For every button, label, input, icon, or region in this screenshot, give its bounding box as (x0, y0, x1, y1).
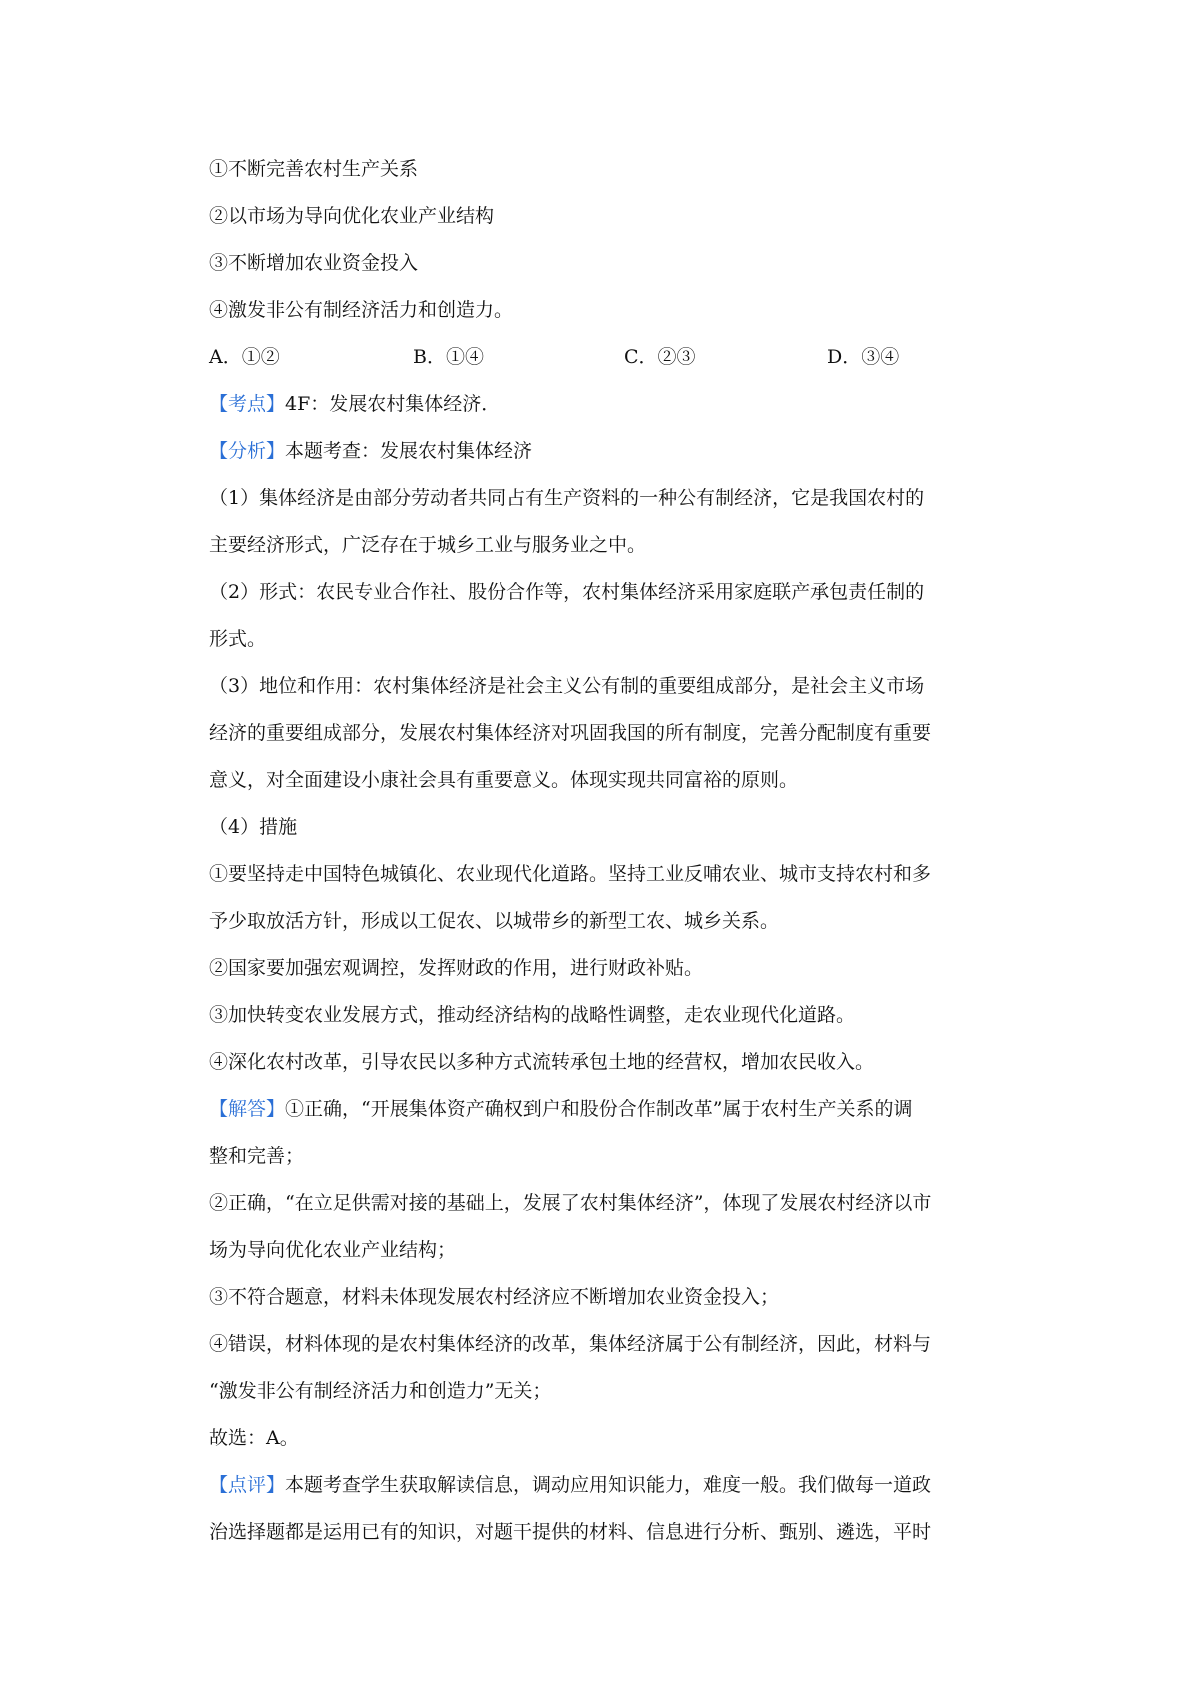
jieda-line-7: 故选：A。 (209, 1427, 299, 1449)
fenxi-text: 本题考查：发展农村集体经济 (285, 440, 533, 462)
option-statement-1: ①不断完善农村生产关系 (209, 158, 419, 180)
jieda-line-3: 场为导向优化农业产业结构； (209, 1239, 457, 1261)
dianping-text: 本题考查学生获取解读信息，调动应用知识能力，难度一般。我们做每一道政 (285, 1474, 932, 1496)
fenxi-line-7: 意义，对全面建设小康社会具有重要意义。体现实现共同富裕的原则。 (209, 769, 799, 791)
fenxi-line-12: ③加快转变农业发展方式，推动经济结构的战略性调整，走农业现代化道路。 (209, 1004, 856, 1026)
fenxi-line-9: ①要坚持走中国特色城镇化、农业现代化道路。坚持工业反哺农业、城市支持农村和多 (209, 863, 932, 885)
fenxi-tag: 【分析】 (209, 440, 286, 462)
option-statement-2: ②以市场为导向优化农业产业结构 (209, 205, 495, 227)
choice-c: C．②③ (624, 346, 696, 368)
dianping-line (209, 1473, 1029, 1497)
fenxi-line-10: 予少取放活方针，形成以工促农、以城带乡的新型工农、城乡关系。 (209, 910, 780, 932)
choice-a: A．①② (209, 346, 280, 368)
choice-d: D．③④ (827, 346, 900, 368)
fenxi-line-11: ②国家要加强宏观调控，发挥财政的作用，进行财政补贴。 (209, 957, 704, 979)
jieda-tag: 【解答】 (209, 1098, 286, 1120)
jieda-line (209, 1097, 1029, 1121)
jieda-text: ①正确，“开展集体资产确权到户和股份合作制改革”属于农村生产关系的调 (285, 1098, 913, 1120)
jieda-line-1: 整和完善； (209, 1145, 305, 1167)
fenxi-line (209, 439, 1029, 463)
option-statement-4: ④激发非公有制经济活力和创造力。 (209, 299, 514, 321)
fenxi-line-1: （1）集体经济是由部分劳动者共同占有生产资料的一种公有制经济，它是我国农村的 (209, 487, 925, 509)
fenxi-line-6: 经济的重要组成部分，发展农村集体经济对巩固我国的所有制度，完善分配制度有重要 (209, 722, 932, 744)
fenxi-line-3: （2）形式：农民专业合作社、股份合作等，农村集体经济采用家庭联产承包责任制的 (209, 581, 925, 603)
fenxi-line-5: （3）地位和作用：农村集体经济是社会主义公有制的重要组成部分，是社会主义市场 (209, 675, 925, 697)
option-statement-3: ③不断增加农业资金投入 (209, 252, 419, 274)
kaodian-text: 4F：发展农村集体经济． (285, 393, 501, 415)
kaodian-tag: 【考点】 (209, 393, 286, 415)
fenxi-line-13: ④深化农村改革，引导农民以多种方式流转承包土地的经营权，增加农民收入。 (209, 1051, 875, 1073)
fenxi-line-4: 形式。 (209, 628, 267, 650)
jieda-line-5: ④错误，材料体现的是农村集体经济的改革，集体经济属于公有制经济，因此，材料与 (209, 1333, 932, 1355)
dianping-line-1: 治选择题都是运用已有的知识，对题干提供的材料、信息进行分析、甄别、遴选，平时 (209, 1521, 932, 1543)
kaodian-line (209, 392, 1029, 416)
jieda-line-6: “激发非公有制经济活力和创造力”无关； (209, 1380, 552, 1402)
dianping-tag: 【点评】 (209, 1474, 286, 1496)
jieda-line-4: ③不符合题意，材料未体现发展农村经济应不断增加农业资金投入； (209, 1286, 780, 1308)
jieda-line-2: ②正确，“在立足供需对接的基础上，发展了农村集体经济”，体现了发展农村经济以市 (209, 1192, 932, 1214)
fenxi-line-8: （4）措施 (209, 816, 298, 838)
choice-b: B．①④ (413, 346, 484, 368)
fenxi-line-2: 主要经济形式，广泛存在于城乡工业与服务业之中。 (209, 534, 647, 556)
